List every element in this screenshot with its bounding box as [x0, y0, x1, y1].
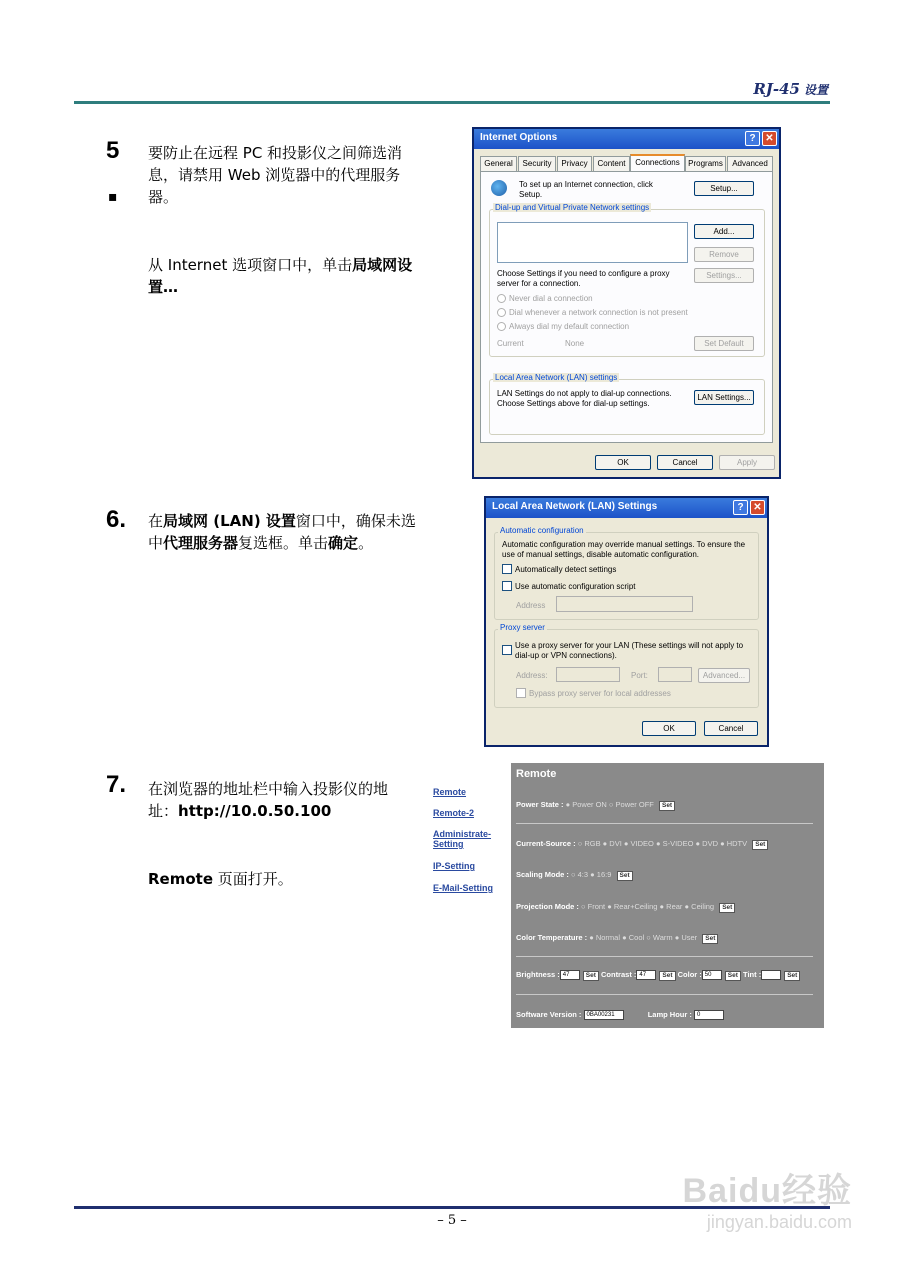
dialup-group-label: Dial-up and Virtual Private Network settings [495, 203, 650, 212]
page-number: – 5 – [437, 1213, 467, 1228]
setup-text: To set up an Internet connection, click Setup. [519, 180, 653, 199]
tab-connections[interactable]: Connections [630, 154, 685, 172]
bypass-checkbox[interactable] [516, 688, 526, 698]
power-set-button[interactable]: Set [659, 801, 675, 811]
auto-detect-label: Automatically detect settings [515, 565, 617, 574]
step-6-number: 6. [106, 506, 127, 533]
lan-help-button[interactable]: ? [733, 500, 748, 515]
remote-title: Remote [516, 768, 557, 780]
current-value: None [565, 339, 585, 348]
radio-dial-whenever-label: Dial whenever a network connection is not present [509, 308, 688, 317]
brightness-set-button[interactable]: Set [583, 971, 599, 981]
lamp-hour-field: 0 [694, 1010, 724, 1020]
proxy-port-input[interactable] [658, 667, 692, 682]
script-address-label: Address [516, 601, 546, 610]
tab-security[interactable]: Security [518, 156, 556, 171]
scaling-set-button[interactable]: Set [617, 871, 633, 881]
step-5-text: 要防止在远程 PC 和投影仪之间筛选消息，请禁用 Web 浏览器中的代理服务器。 [148, 144, 403, 206]
radio-never-dial[interactable] [497, 294, 506, 303]
globe-icon [491, 180, 507, 196]
radio-never-dial-label: Never dial a connection [509, 294, 593, 303]
radio-dial-whenever[interactable] [497, 308, 506, 317]
auto-detect-checkbox[interactable] [502, 564, 512, 574]
ok-button[interactable]: OK [595, 455, 651, 470]
settings-button[interactable]: Settings... [694, 268, 754, 283]
set-default-button[interactable]: Set Default [694, 336, 754, 351]
auto-script-label: Use automatic configuration script [515, 582, 636, 591]
close-button[interactable]: ✕ [762, 131, 777, 146]
titlebar: Internet Options ? ✕ [474, 129, 779, 149]
step-7-result: Remote 页面打开。 [148, 870, 293, 888]
lan-ok-button[interactable]: OK [642, 721, 696, 736]
help-button[interactable]: ? [745, 131, 760, 146]
tab-general[interactable]: General [480, 156, 517, 171]
nav-remote-2[interactable]: Remote-2 [433, 808, 475, 818]
temp-set-button[interactable]: Set [702, 934, 718, 944]
lan-settings-dialog [484, 496, 769, 747]
nav-administrate-setting[interactable]: Administrate-Setting [433, 829, 492, 849]
projector-url: http://10.0.50.100 [178, 802, 332, 820]
tab-advanced[interactable]: Advanced [727, 156, 773, 171]
step-7-number: 7. [106, 771, 127, 798]
bypass-label: Bypass proxy server for local addresses [529, 689, 671, 698]
auto-config-text: Automatic configuration may override manual settings. To ensure the use of manual settings, disable automatic configuration. [502, 540, 746, 559]
tab-privacy[interactable]: Privacy [557, 156, 592, 171]
software-version-field: 0BA00231 [584, 1010, 624, 1020]
setup-button[interactable]: Setup... [694, 181, 754, 196]
projection-mode-row: Projection Mode : ○ Front ● Rear+Ceiling ● Rear ● Ceiling Set [516, 902, 735, 913]
tab-content[interactable]: Content [593, 156, 630, 171]
nav-ip-setting[interactable]: IP-Setting [433, 861, 475, 871]
remove-button[interactable]: Remove [694, 247, 754, 262]
lan-text: LAN Settings do not apply to dial-up connections. Choose Settings above for dial-up settings. [497, 389, 672, 408]
settings-text: Choose Settings if you need to configure a proxy server for a connection. [497, 269, 670, 288]
tint-set-button[interactable]: Set [784, 971, 800, 981]
projection-set-button[interactable]: Set [719, 903, 735, 913]
proxy-label: Use a proxy server for your LAN (These settings will not apply to dial-up or VPN connections). [515, 641, 744, 660]
header-rule [74, 101, 830, 104]
step-5-bullet: ▪ [108, 189, 118, 205]
baidu-watermark: Baidu经验 jingyan.baidu.com [682, 1172, 852, 1232]
current-source-row: Current-Source : ○ RGB ● DVI ● VIDEO ● S-VIDEO ● DVD ● HDTV Set [516, 839, 768, 850]
tab-programs[interactable]: Programs [685, 156, 726, 171]
connections-list[interactable] [497, 222, 688, 263]
image-adjust-row: Brightness : 47 Set Contrast : 47 Set Color : 50 Set Tint : Set [516, 970, 800, 981]
add-button[interactable]: Add... [694, 224, 754, 239]
header-title: RJ-45 设置 [753, 80, 828, 98]
advanced-button[interactable]: Advanced... [698, 668, 750, 683]
step-7-text: 在浏览器的地址栏中输入投影仪的地址：http://10.0.50.100 [148, 780, 389, 820]
apply-button[interactable]: Apply [719, 455, 775, 470]
auto-config-label: Automatic configuration [500, 526, 584, 535]
lan-cancel-button[interactable]: Cancel [704, 721, 758, 736]
info-row: Software Version : 0BA00231 Lamp Hour : 0 [516, 1010, 724, 1020]
radio-always-dial[interactable] [497, 322, 506, 331]
current-label: Current [497, 339, 524, 348]
divider [516, 823, 813, 824]
proxy-group-label: Proxy server [500, 623, 545, 632]
color-temp-row: Color Temperature : ● Normal ● Cool ○ Warm ● User Set [516, 933, 718, 944]
step-5-instruction: 从 Internet 选项窗口中，单击局域网设置… [148, 256, 413, 296]
auto-script-checkbox[interactable] [502, 581, 512, 591]
scaling-mode-row: Scaling Mode : ○ 4:3 ● 16:9 Set [516, 870, 633, 881]
nav-email-setting[interactable]: E-Mail-Setting [433, 883, 493, 893]
lan-titlebar: Local Area Network (LAN) Settings ? ✕ [486, 498, 767, 518]
internet-options-dialog [472, 127, 781, 479]
power-state-row: Power State : ● Power ON ○ Power OFF Set [516, 800, 675, 811]
cancel-button[interactable]: Cancel [657, 455, 713, 470]
divider [516, 994, 813, 995]
proxy-address-label: Address: [516, 671, 548, 680]
remote-panel [511, 763, 824, 1028]
step-5-number: 5 [106, 137, 120, 164]
color-set-button[interactable]: Set [725, 971, 741, 981]
step-6-text: 在局域网 (LAN) 设置窗口中，确保未选中代理服务器复选框。单击确定。 [148, 512, 416, 552]
script-address-input[interactable] [556, 596, 693, 612]
color-input[interactable]: 50 [702, 970, 722, 980]
radio-always-dial-label: Always dial my default connection [509, 322, 630, 331]
lan-close-button[interactable]: ✕ [750, 500, 765, 515]
nav-remote[interactable]: Remote [433, 787, 467, 797]
tab-panel [480, 171, 773, 443]
brightness-input[interactable]: 47 [560, 970, 580, 980]
contrast-set-button[interactable]: Set [659, 971, 675, 981]
proxy-address-input[interactable] [556, 667, 620, 682]
source-set-button[interactable]: Set [752, 840, 768, 850]
proxy-port-label: Port: [631, 671, 648, 680]
proxy-checkbox[interactable] [502, 645, 512, 655]
contrast-input[interactable]: 47 [636, 970, 656, 980]
divider [516, 956, 813, 957]
lan-settings-button[interactable]: LAN Settings... [694, 390, 754, 405]
tint-input[interactable] [761, 970, 781, 980]
lan-group-label: Local Area Network (LAN) settings [495, 373, 618, 382]
